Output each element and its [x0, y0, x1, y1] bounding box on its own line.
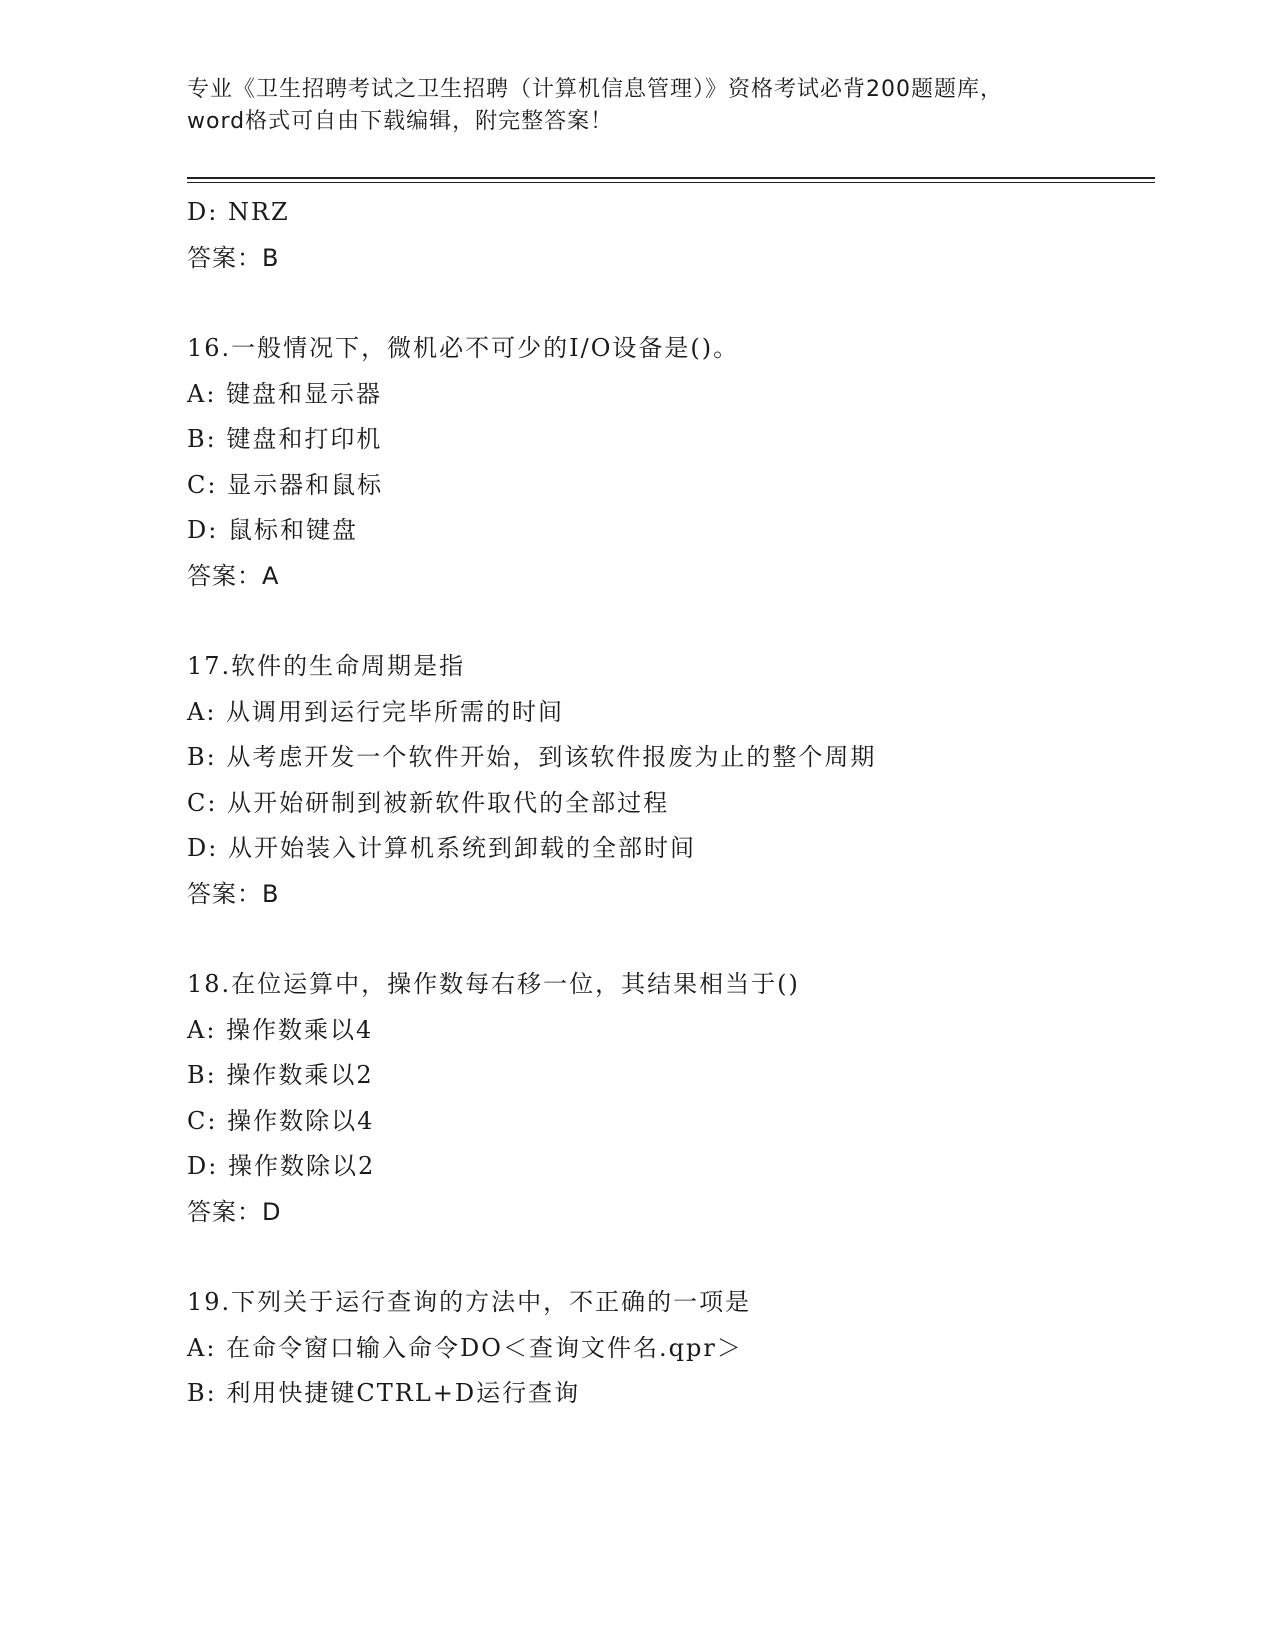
question-stem: 18.在位运算中，操作数每右移一位，其结果相当于() — [187, 970, 800, 998]
question-stem: 19.下列关于运行查询的方法中，不正确的一项是 — [187, 1288, 752, 1316]
option-b: B: 从考虑开发一个软件开始，到该软件报废为止的整个周期 — [187, 743, 877, 771]
answer-label: 答案：A — [187, 561, 280, 590]
spacer — [187, 281, 1167, 326]
question-17 — [187, 644, 1167, 917]
question-stem: 16.一般情况下，微机必不可少的I/O设备是()。 — [187, 334, 740, 362]
document-header — [187, 74, 1087, 138]
question-16 — [187, 326, 1167, 599]
question-18 — [187, 962, 1167, 1235]
question-15-tail — [187, 190, 1167, 281]
header-title-line-2: word格式可自由下载编辑，附完整答案！ — [187, 109, 614, 134]
option-c: C: 操作数除以4 — [187, 1106, 375, 1135]
answer-label: 答案：D — [187, 1197, 282, 1226]
option-a: A: 操作数乘以4 — [187, 1015, 374, 1044]
option-c: C: 显示器和鼠标 — [187, 470, 384, 499]
option-b: B: 利用快捷键CTRL+D运行查询 — [187, 1379, 581, 1407]
option-b: B: 操作数乘以2 — [187, 1061, 374, 1089]
answer-label: 答案：B — [187, 879, 280, 908]
question-list — [187, 190, 1167, 1417]
answer-label: 答案：B — [187, 243, 280, 272]
option-d: D: 从开始装入计算机系统到卸载的全部时间 — [187, 834, 696, 862]
option-c: C: 从开始研制到被新软件取代的全部过程 — [187, 788, 670, 817]
header-divider-thin — [187, 182, 1155, 183]
header-divider-thick — [187, 177, 1155, 179]
option-d: D: NRZ — [187, 198, 290, 226]
option-a: A: 从调用到运行完毕所需的时间 — [187, 697, 565, 726]
option-d: D: 鼠标和键盘 — [187, 516, 358, 544]
spacer — [187, 1235, 1167, 1280]
question-stem: 17.软件的生命周期是指 — [187, 652, 466, 680]
spacer — [187, 917, 1167, 962]
option-a: A: 键盘和显示器 — [187, 379, 383, 408]
option-b: B: 键盘和打印机 — [187, 425, 383, 453]
question-19 — [187, 1280, 1167, 1417]
option-d: D: 操作数除以2 — [187, 1152, 376, 1180]
option-a: A: 在命令窗口输入命令DO＜查询文件名.qpr＞ — [187, 1333, 743, 1362]
spacer — [187, 599, 1167, 644]
header-title-line-1: 专业《卫生招聘考试之卫生招聘（计算机信息管理）》资格考试必背200题题库， — [187, 77, 1003, 102]
